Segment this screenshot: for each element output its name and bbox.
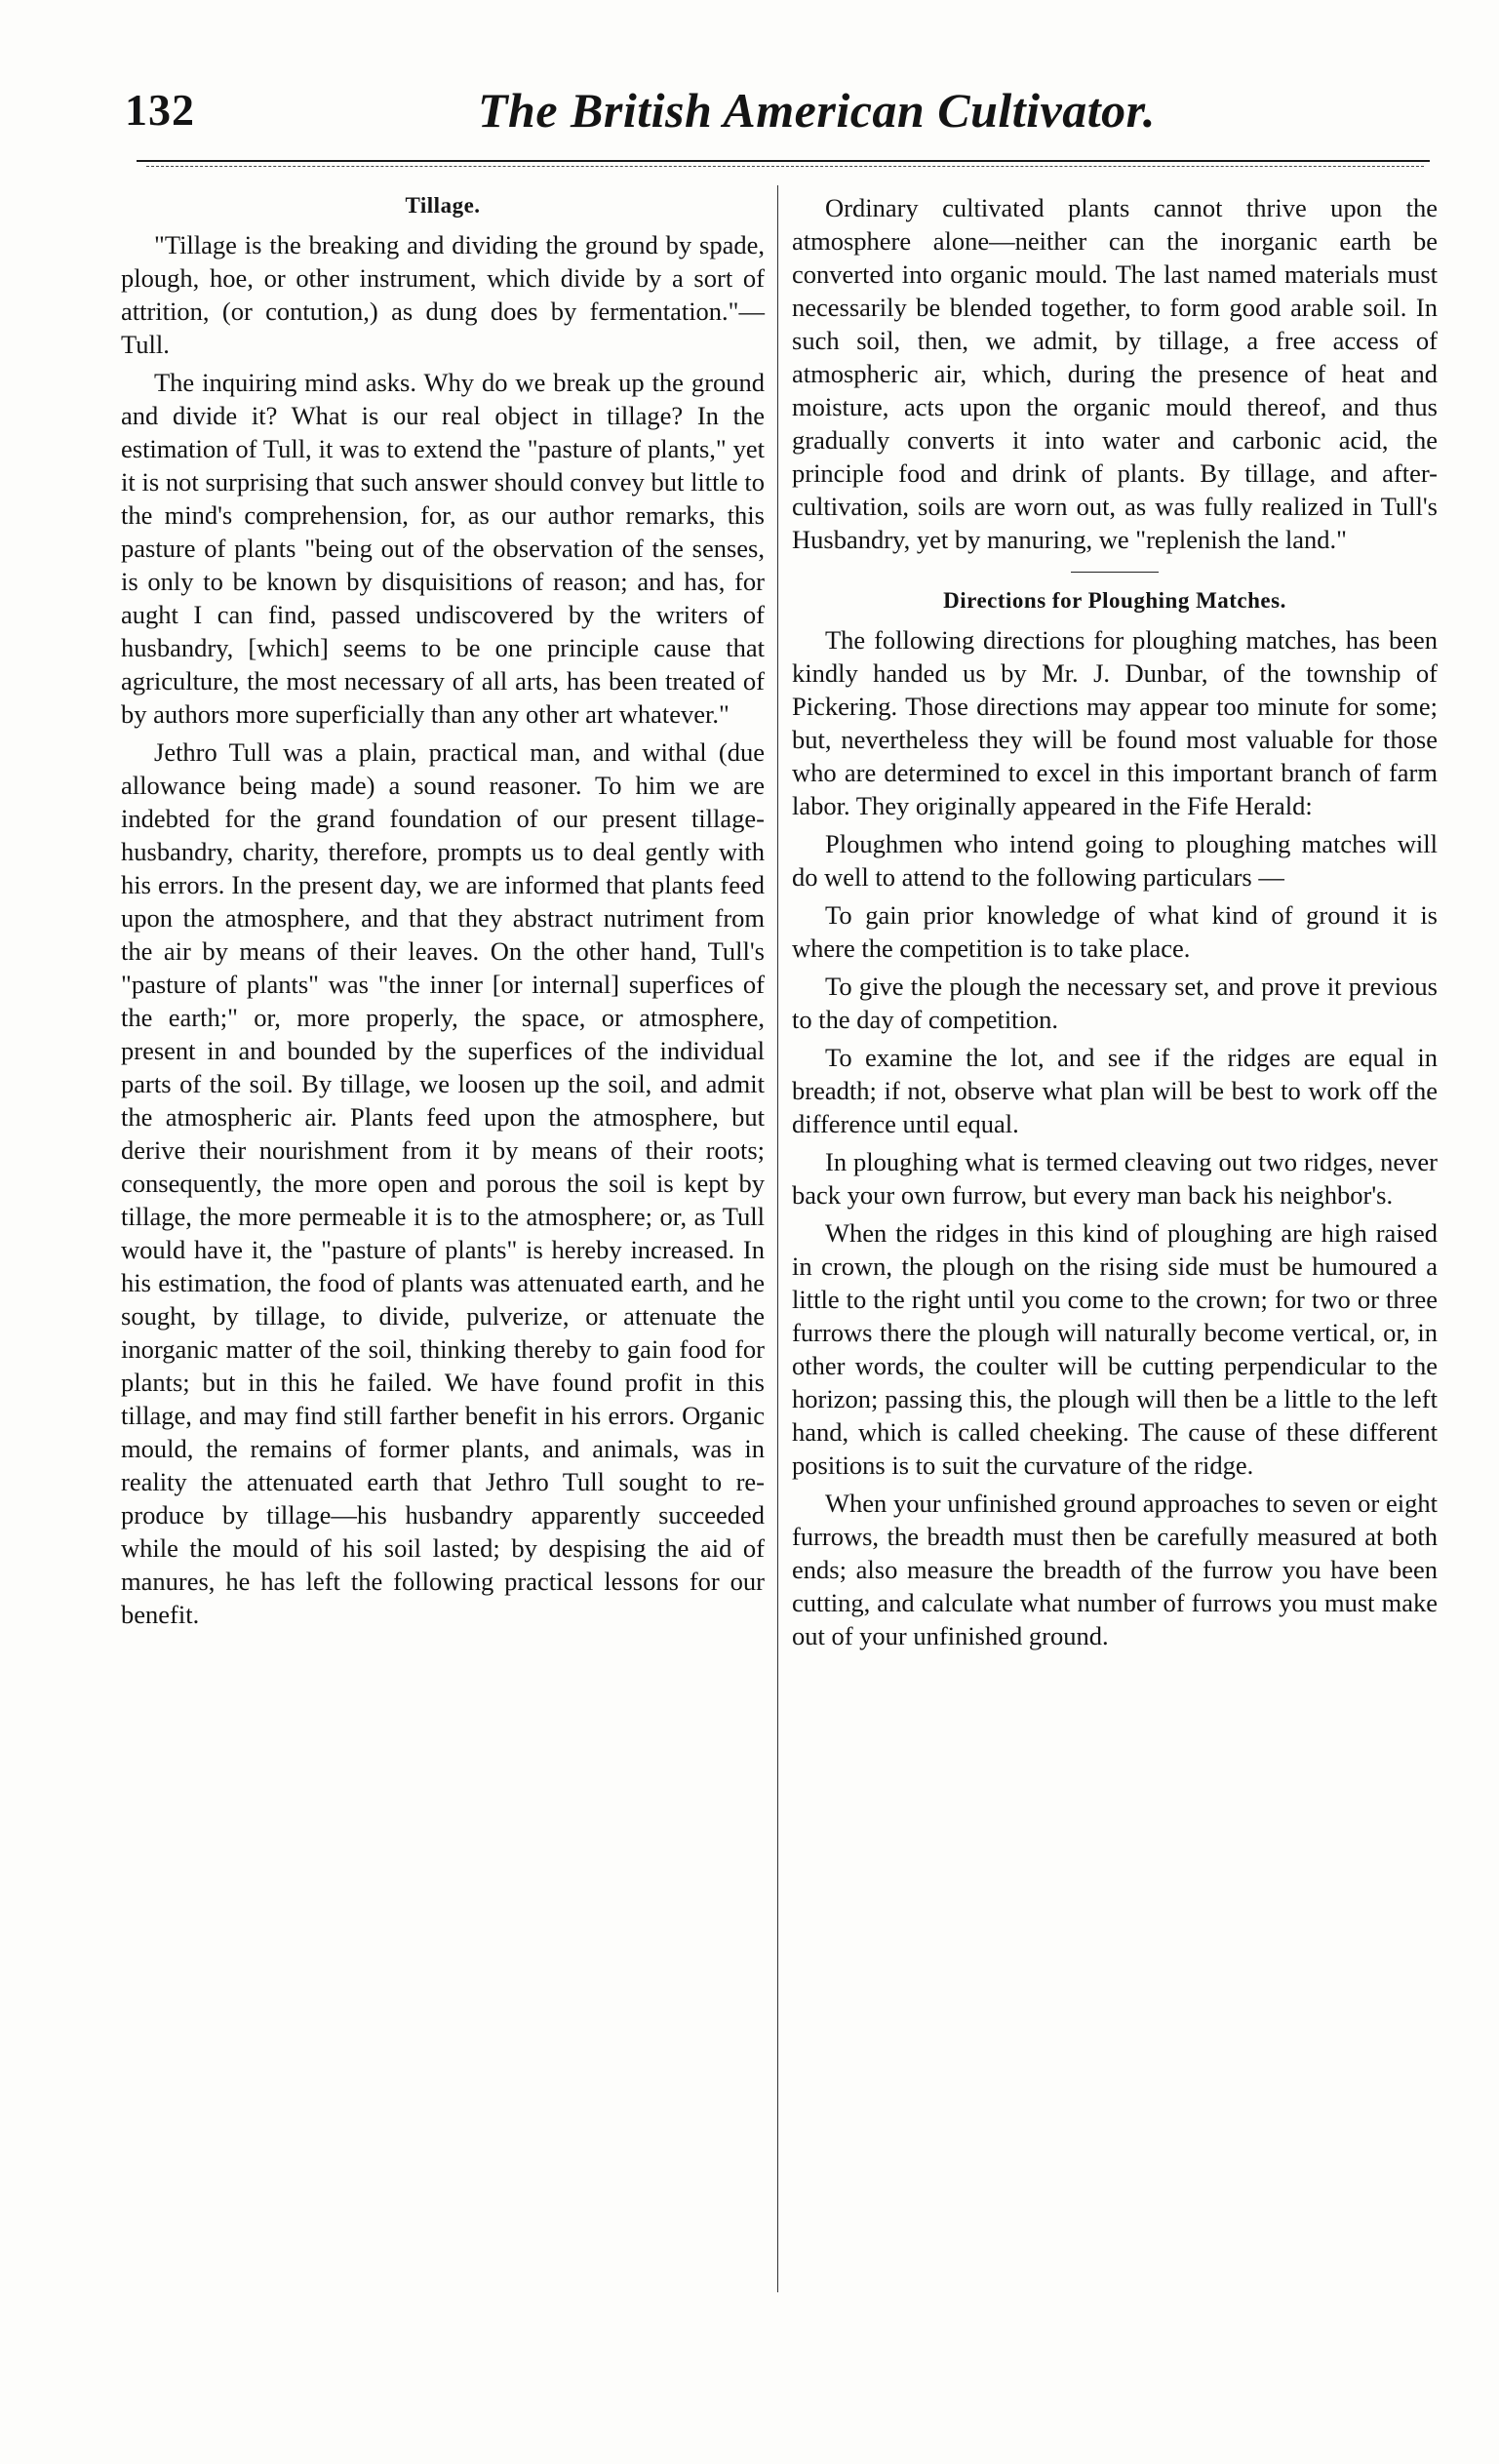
article-paragraph: The inquiring mind asks. Why do we break up the ground and divide it? What is our real object in tillage? In the estimation of Tull, it was to extend the "pasture of plants," yet it is not surprising that such answer should convey but little to the mind's comprehension, for, as our author remarks, this pasture of plants "being out of the observation of the senses, is only to be known by disquisitions of reason; and has, for aught I can find, passed undiscovered by the writers of husbandry, [which] seems to be one principle cause that agriculture, the most necessary of all arts, has been treated of by authors more superficially than any other art whatever." — [121, 368, 765, 729]
right-column — [792, 191, 1438, 1652]
article-paragraph: To gain prior knowledge of what kind of ground it is where the competition is to take place. — [792, 900, 1438, 963]
article-paragraph: To give the plough the necessary set, and prove it previous to the day of competition. — [792, 972, 1438, 1034]
article-paragraph: Ploughmen who intend going to ploughing matches will do well to attend to the following particulars — — [792, 829, 1438, 892]
header-rule-dashed — [146, 166, 1424, 167]
article-paragraph: In ploughing what is termed cleaving out two ridges, never back your own furrow, but every man back his neighbor's. — [792, 1147, 1438, 1210]
article-paragraph: "Tillage is the breaking and dividing the ground by spade, plough, hoe, or other instrument, which divide by a sort of attrition, (or contution,) as dung does by fermentation."—Tull. — [121, 230, 765, 359]
article-paragraph: The following directions for ploughing matches, has been kindly handed us by Mr. J. Dunbar, of the township of Pickering. Those directions may appear too minute for some; but, nevertheless they will be found most valuable for those who are determined to excel in this important branch of farm labor. They originally appeared in the Fife Herald: — [792, 625, 1438, 820]
page-number: 132 — [125, 85, 195, 135]
running-title: The British American Cultivator. — [478, 83, 1156, 138]
header-rule — [137, 160, 1430, 162]
section-divider — [1071, 572, 1159, 573]
article-paragraph: To examine the lot, and see if the ridges are equal in breadth; if not, observe what plan will be best to work off the difference until equal. — [792, 1043, 1438, 1138]
left-column — [121, 191, 765, 1631]
article-paragraph: When the ridges in this kind of ploughing are high raised in crown, the plough on the rising side must be humoured a little to the right until you come to the crown; for two or three furrows there the plough will naturally become vertical, or, in other words, the coulter will be cutting perpendicular to the horizon; passing this, the plough will then be a little to the left hand, which is called cheeking. The cause of these different positions is to suit the curvature of the ridge. — [792, 1218, 1438, 1480]
article-paragraph: Jethro Tull was a plain, practical man, and withal (due allowance being made) a sound reasoner. To him we are indebted for the grand foundation of our present tillage-husbandry, charity, therefore, prompts us to deal gently with his errors. In the present day, we are informed that plants feed upon the atmosphere, and that they abstract nutriment from the air by means of their leaves. On the other hand, Tull's "pasture of plants" was "the inner [or internal] superfices of the earth;" or, more properly, the space, or atmosphere, present in and bounded by the superfices of the individual parts of the soil. By tillage, we loosen up the soil, and admit the atmospheric air. Plants feed upon the atmosphere, but derive their nourishment from it by means of their roots; consequently, the more open and porous the soil is kept by tillage, the more permeable it is to the atmosphere; or, as Tull would have it, the "pasture of plants" is hereby increased. In his estimation, the food of plants was attenuated earth, and he sought, by tillage, to divide, pulverize, or attenuate the inorganic matter of the soil, thinking thereby to gain food for plants; but in this he failed. We have found profit in this tillage, and may find still farther benefit in his errors. Organic mould, the remains of former plants, and animals, was in reality the attenuated earth that Jethro Tull sought to re-produce by tillage—his husbandry apparently succeeded while the mould of his soil lasted; by despising the aid of manures, he has left the following practical lessons for our benefit. — [121, 737, 765, 1629]
article-paragraph: Ordinary cultivated plants cannot thrive upon the atmosphere alone—neither can the inorganic earth be converted into organic mould. The last named materials must necessarily be blended together, to form good arable soil. In such soil, then, we admit, by tillage, a free access of atmospheric air, which, during the presence of heat and moisture, acts upon the organic mould thereof, and thus gradually converts it into water and carbonic acid, the principle food and drink of plants. By tillage, and after-cultivation, soils are worn out, as was fully realized in Tull's Husbandry, yet by manuring, we "replenish the land." — [792, 193, 1438, 554]
section-title-ploughing-matches: Directions for Ploughing Matches. — [943, 588, 1286, 613]
section-title-tillage: Tillage. — [405, 193, 481, 218]
column-divider — [777, 185, 778, 2292]
article-paragraph: When your unfinished ground approaches to seven or eight furrows, the breadth must then be carefully measured at both ends; also measure the breadth of the furrow you have been cutting, and calculate what number of furrows you must make out of your unfinished ground. — [792, 1489, 1438, 1650]
